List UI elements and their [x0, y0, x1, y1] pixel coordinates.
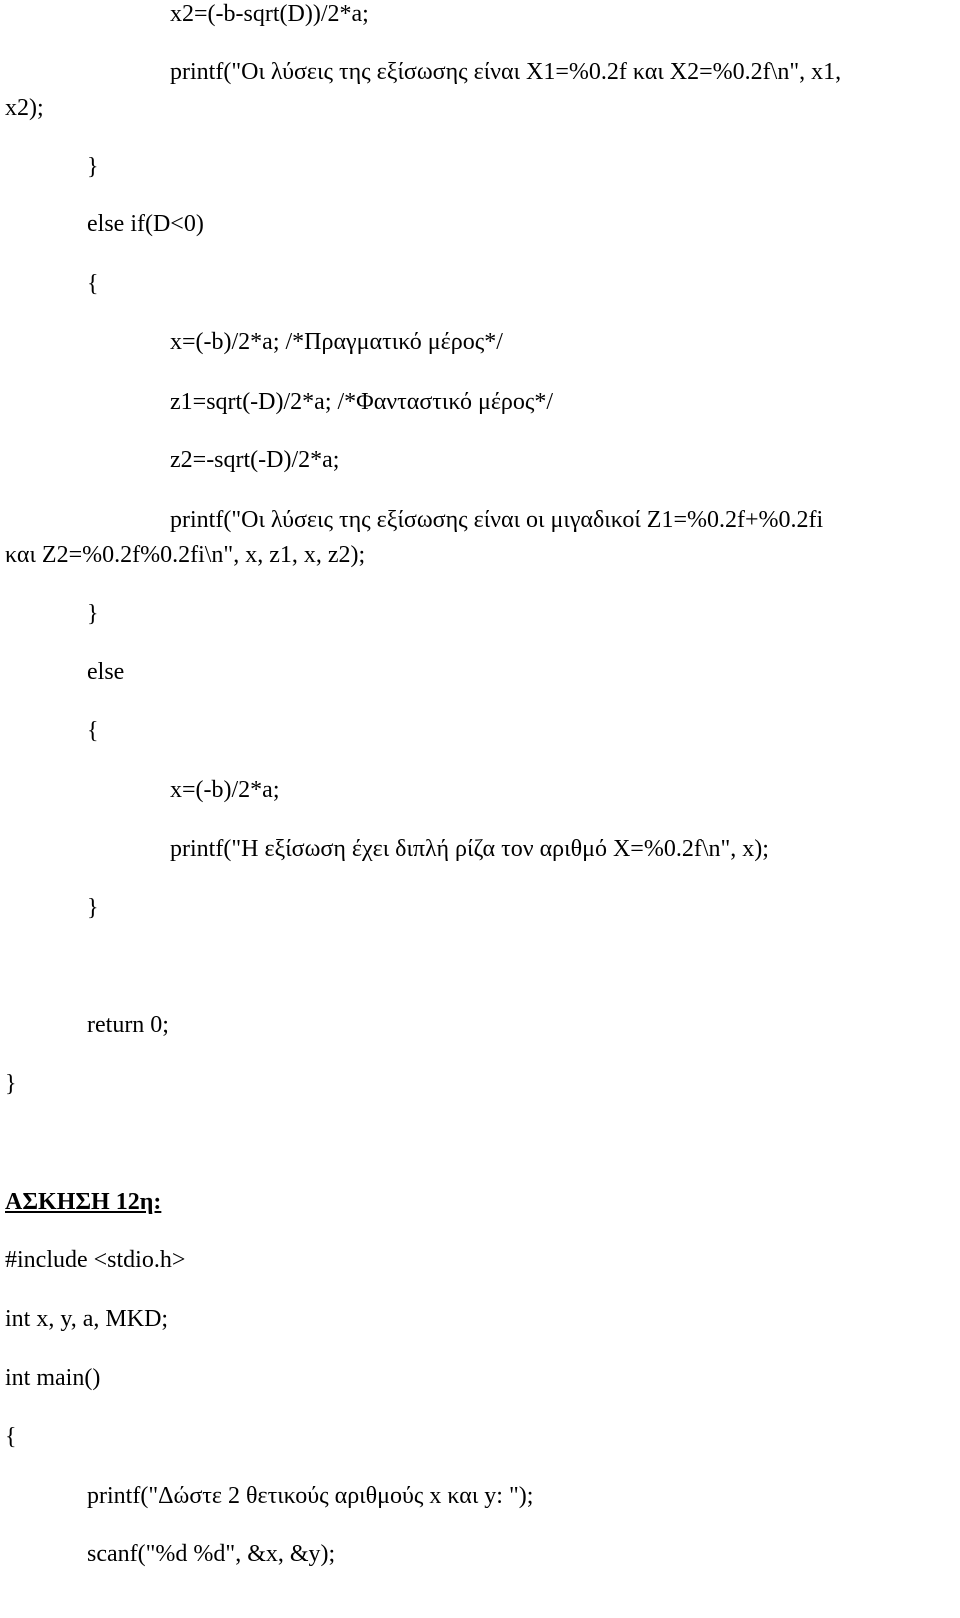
- code-line: printf("Οι λύσεις της εξίσωσης είναι οι μιγαδικοί Ζ1=%0.2f+%0.2fi: [170, 507, 824, 533]
- code-line: printf("Η εξίσωση έχει διπλή ρίζα τον αριθμό Χ=%0.2f\n", x);: [170, 836, 769, 862]
- code-line: scanf("%d %d", &x, &y);: [87, 1541, 336, 1567]
- code-line: {: [87, 718, 99, 744]
- code-line: int x, y, a, MKD;: [5, 1306, 169, 1332]
- code-line: printf("Δώστε 2 θετικούς αριθμούς x και y: ");: [87, 1483, 534, 1509]
- code-line: int main(): [5, 1365, 101, 1391]
- code-line: z2=-sqrt(-D)/2*a;: [170, 447, 340, 473]
- code-line: #include <stdio.h>: [5, 1247, 186, 1273]
- code-line: return 0;: [87, 1012, 169, 1038]
- exercise-heading: ΑΣΚΗΣΗ 12η:: [5, 1189, 162, 1215]
- code-line: z1=sqrt(-D)/2*a; /*Φανταστικό μέρος*/: [170, 389, 554, 415]
- code-line: x2=(-b-sqrt(D))/2*a;: [170, 1, 369, 27]
- code-line: printf("Οι λύσεις της εξίσωσης είναι Χ1=%0.2f και Χ2=%0.2f\n", x1,: [170, 59, 842, 85]
- code-line: }: [5, 1071, 17, 1097]
- code-line: x=(-b)/2*a;: [170, 777, 280, 803]
- code-line: και Ζ2=%0.2f%0.2fi\n", x, z1, x, z2);: [5, 542, 366, 568]
- code-line: else if(D<0): [87, 211, 204, 237]
- code-line: {: [87, 271, 99, 297]
- code-line: }: [87, 601, 99, 627]
- code-line: x=(-b)/2*a; /*Πραγματικό μέρος*/: [170, 329, 503, 355]
- code-line: x2);: [5, 95, 44, 121]
- code-line: }: [87, 895, 99, 921]
- code-line: }: [87, 154, 99, 180]
- code-line: {: [5, 1424, 17, 1450]
- code-line: else: [87, 659, 125, 685]
